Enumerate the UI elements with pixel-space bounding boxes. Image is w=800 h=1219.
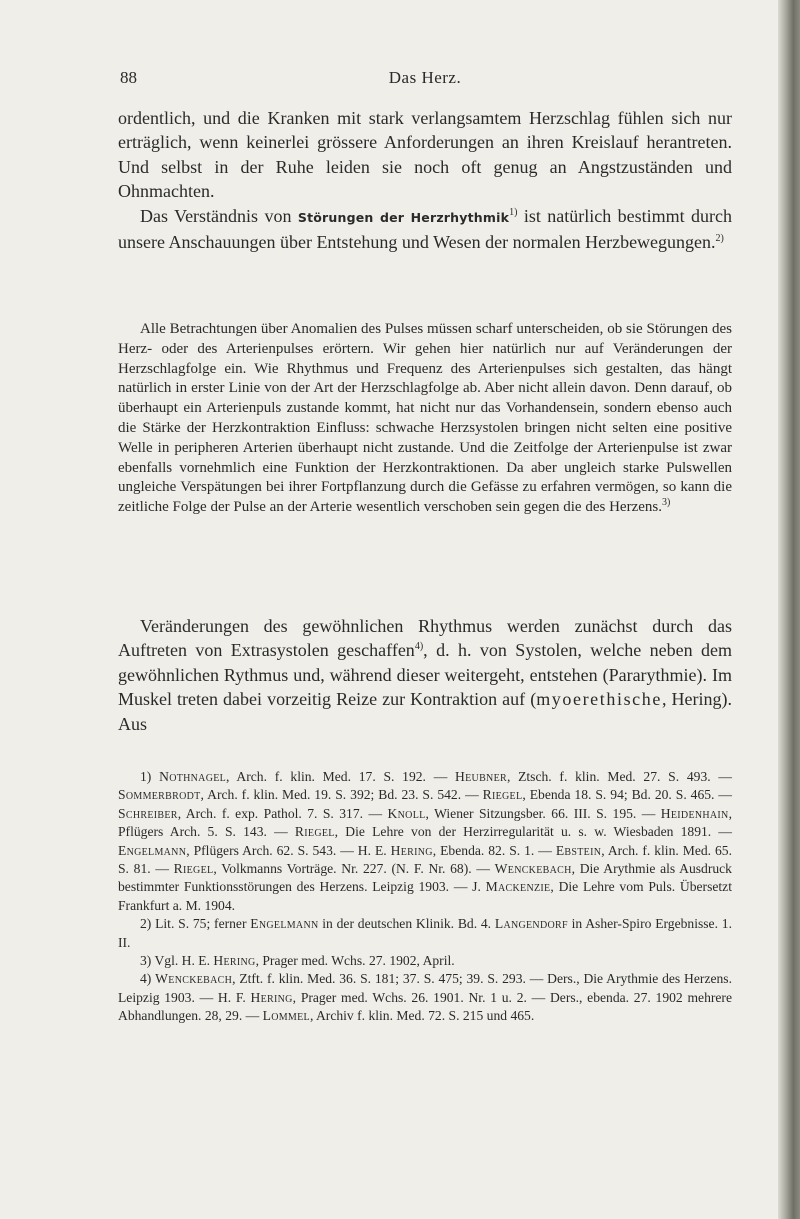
footnote-author: Engelmann — [118, 842, 187, 858]
footnote-text: , Pflügers Arch. 5. S. 143. — — [118, 805, 732, 840]
footnote-ref-1[interactable]: 1) — [509, 206, 518, 218]
footnote-text: 1) — [140, 769, 160, 784]
footnote-4 — [118, 970, 732, 1025]
paragraph-3-body: Alle Betrachtungen über Anomalien des Pulses müssen scharf unterscheiden, ob sie Störungen des Herz- oder des Arterienpulses erörtern. Wir gehen hier natürlich nur auf Veränderungen der Herzschlagfolge ein. Wie Rhythmus und Frequenz des Arterienpulses sich gestalten, das hängt natürlich in erster Linie von der Art der Herzschlagfolge ab. Aber nicht allein davon. Denn darauf, ob überhaupt ein Arterienpuls zustande kommt, hat nicht nur das Vorhandensein, sondern ebenso auch die Stärke der Herzkontraktion Einfluss: schwache Herzsystolen bringen nicht selten eine positive Welle in peripheren Arterien überhaupt nicht zustande. Und die Zeitfolge der Arterienpulse ist zwar ebenfalls vornehmlich eine Funktion der Herzkontraktionen. Da aber ungleich starke Pulswellen ungleiche Verspätungen bei ihrer Fortpflanzung durch die Gefässe zu erfahren vermögen, so kann die zeitliche Folge der Pulse an der Arterie wesentlich verschoben sein gegen die des Herzens. — [118, 321, 732, 516]
myoerethic-term: myoerethische — [536, 689, 662, 710]
paragraph-4-body: , d. h. von Systolen, welche neben dem gewöhnlichen Rythmus und, während dieser weitergeht, entstehen (Pararythmie). Im Muskel treten dabei vorzeitig Reize zur Kontraktion auf ( — [118, 640, 732, 710]
footnote-text: , Pflügers Arch. 62. S. 543. — H. E. — [186, 842, 391, 858]
footnote-text: , Volkmanns Vorträge. Nr. 227. (N. F. Nr. 68). — — [213, 861, 495, 877]
footnote-1 — [118, 768, 732, 915]
footnote-ref-2[interactable]: 2) — [715, 233, 724, 245]
footnote-author: Sommerbrodt — [118, 787, 201, 803]
footnote-author: Hering — [250, 989, 293, 1005]
footnote-text: , Archiv f. klin. Med. 72. S. 215 und 465. — [309, 1008, 535, 1024]
footnote-author: Schreiber — [118, 805, 178, 821]
paragraph-4 — [118, 614, 732, 736]
extrasystole-paragraph — [118, 614, 732, 736]
intro-text — [118, 106, 732, 254]
paragraph-3 — [118, 320, 732, 518]
footnote-author: Riegel — [482, 787, 523, 803]
footnote-author: Engelmann — [250, 916, 319, 932]
footnote-author: Riegel — [173, 861, 214, 877]
footnote-text: , Ztft. f. klin. Med. 36. S. 181; 37. S. 475; 39. S. 293. — Ders., Die Arythmie des Herzens. Leipzig 1903. — H. F. — [118, 971, 732, 1005]
paragraph-4-tail: , Hering). Aus — [118, 689, 732, 734]
footnote-text: , Ebenda. 82. S. 1. — — [432, 842, 556, 858]
footnotes — [118, 768, 732, 1026]
footnote-author: Knoll — [387, 805, 426, 821]
footnote-author: Wenckebach — [155, 971, 233, 987]
footnote-text: in der deutschen Klinik. Bd. 4. — [318, 916, 495, 932]
page-number: 88 — [120, 68, 137, 87]
footnote-text: , Arch. f. klin. Med. 19. S. 392; Bd. 23. S. 542. — — [200, 787, 483, 803]
footnote-text: 4) — [140, 971, 156, 987]
footnote-author: Heubner — [455, 769, 507, 784]
footnote-text: in Asher-Spiro Ergebnisse. 1. II. — [118, 916, 732, 950]
footnote-author: Hering — [213, 953, 256, 969]
paragraph-4-lead: Veränderungen des gewöhnlichen Rhythmus werden zunächst durch das Auftreten von Extrasystolen geschaffen — [118, 616, 732, 661]
footnote-text: , Ebenda 18. S. 94; Bd. 20. S. 465. — — [522, 787, 732, 803]
footnote-author: Wenckebach — [494, 861, 572, 877]
paragraph-1: ordentlich, und die Kranken mit stark verlangsamtem Herzschlag fühlen sich nur erträglich, wenn keinerlei grössere Anforderungen an ihren Kreislauf herantreten. Und selbst in der Ruhe leiden sie noch oft genug an Angstzuständen und Ohnmachten. — [118, 108, 732, 202]
footnote-text: , Ztsch. f. klin. Med. 27. S. 493. — — [506, 769, 732, 784]
footnote-author: Mackenzie — [485, 879, 551, 895]
small-print-section — [118, 320, 732, 518]
footnote-ref-4[interactable]: 4) — [414, 641, 424, 653]
rhythm-disorders-term: Störungen der Herzrhythmik — [297, 209, 510, 225]
footnote-author: Riegel — [294, 824, 335, 840]
footnote-author: Heidenhain — [660, 805, 729, 821]
footnote-text: 2) Lit. S. 75; ferner — [140, 916, 251, 932]
paragraph-2 — [118, 204, 732, 255]
footnote-2 — [118, 915, 732, 952]
footnote-text: , Arch. f. exp. Pathol. 7. S. 317. — — [177, 805, 388, 821]
footnote-author: Lommel — [262, 1008, 310, 1024]
footnote-author: Ebstein — [555, 842, 602, 858]
book-spine-shadow — [778, 0, 800, 1219]
page-header — [120, 68, 730, 92]
running-title: Das Herz. — [388, 68, 462, 87]
footnote-text: , Die Lehre vom Puls. Übersetzt Frankfurt a. M. 1904. — [118, 879, 732, 913]
footnote-author: Hering — [390, 842, 433, 858]
paragraph-2-body: ist natürlich bestimmt durch unsere Anschauungen über Entstehung und Wesen der normalen Herzbewegungen. — [118, 205, 733, 253]
footnote-ref-3[interactable]: 3) — [661, 497, 671, 509]
paragraph-2-lead: Das Verständnis von — [140, 205, 292, 226]
footnote-text: , Die Arythmie als Ausdruck bestimmter Funktionsstörungen des Herzens. Leipzig 1903. — J. — [118, 861, 732, 895]
footnote-text: 3) Vgl. H. E. — [140, 953, 214, 969]
footnote-text: , Wiener Sitzungsber. 66. III. S. 195. — — [425, 805, 661, 821]
footnote-text: , Arch. f. klin. Med. 17. S. 192. — — [226, 769, 456, 784]
footnote-author: Nothnagel — [159, 769, 227, 784]
footnote-text: , Die Lehre von der Herzirregularität u. s. w. Wiesbaden 1891. — — [334, 824, 732, 840]
footnote-text: , Arch. f. klin. Med. 65. S. 81. — — [118, 842, 732, 877]
footnote-text: , Prager med. Wchs. 26. 1901. Nr. 1 u. 2. — Ders., ebenda. 27. 1902 mehrere Abhandlungen. 28, 29. — — [118, 989, 732, 1024]
footnote-3 — [118, 952, 732, 970]
footnote-author: Langendorf — [494, 916, 568, 932]
footnote-text: , Prager med. Wchs. 27. 1902, April. — [255, 953, 455, 969]
